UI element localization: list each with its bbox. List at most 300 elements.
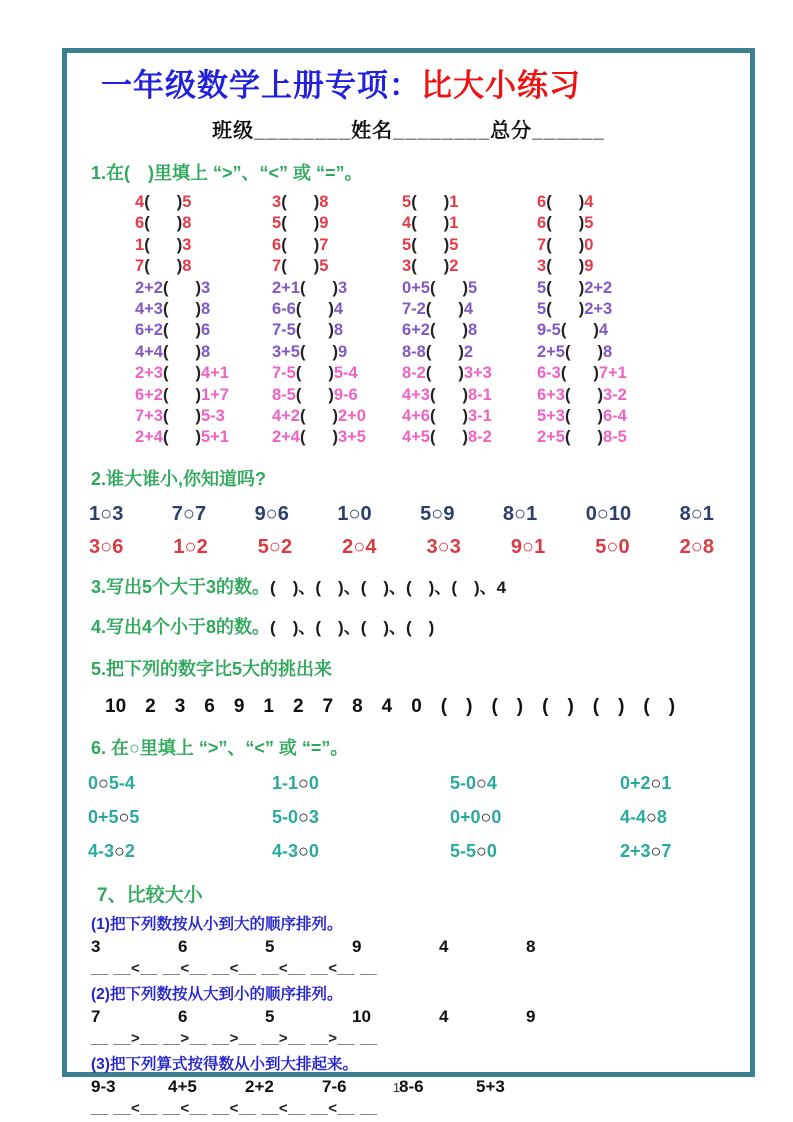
open-paren: ( xyxy=(430,278,436,297)
exercise-label: (2)把下列数按从大到小的顺序排列。 xyxy=(91,985,343,1003)
left-operand: 7-2 xyxy=(402,300,426,319)
compare-problem xyxy=(537,342,750,363)
close-paren: ) xyxy=(328,385,334,404)
compare-problem xyxy=(272,278,402,299)
number-token: 4+5 xyxy=(168,1076,197,1096)
left-operand: 4+6 xyxy=(402,407,430,426)
left-operand: 4+3 xyxy=(402,385,430,404)
left-expression: 4-3 xyxy=(272,840,299,861)
compare-problem xyxy=(537,385,750,406)
close-paren: ) xyxy=(458,300,464,319)
close-paren: ) xyxy=(176,257,183,276)
left-operand: 6 xyxy=(537,193,547,211)
left-operand: 4+2 xyxy=(272,407,300,426)
right-operand: 5 xyxy=(182,193,192,211)
circle-compare-item: 1○3 xyxy=(89,502,124,525)
right-operand: 1 xyxy=(449,193,459,211)
open-paren: ( xyxy=(300,428,306,447)
right-expression: 3 xyxy=(308,806,319,827)
circle-compare-item: 9○1 xyxy=(510,535,546,558)
open-paren: ( xyxy=(144,235,150,254)
left-expression: 2+3 xyxy=(620,840,651,861)
close-paren: ) xyxy=(195,428,201,447)
close-paren: ) xyxy=(332,428,338,447)
section5-number-line: 10 2 3 6 9 1 2 7 8 4 0 ( ) ( ) ( ) ( ) ( ) xyxy=(105,695,676,717)
circle-compare-item: 9○6 xyxy=(254,502,289,525)
circle-compare-item: 5○0 xyxy=(595,535,630,558)
compare-problem xyxy=(537,320,750,341)
right-operand: 8 xyxy=(468,321,478,340)
number-token: 2+2 xyxy=(245,1076,274,1096)
right-operand: 8 xyxy=(182,257,192,276)
right-expression: 0 xyxy=(308,840,319,861)
exercise-label: (1)把下列数按从小到大的顺序排列。 xyxy=(91,915,343,933)
number-token: 4 xyxy=(439,936,449,956)
open-paren: ( xyxy=(430,321,436,340)
circle-compare-problem xyxy=(88,773,272,794)
answer-circle: ○ xyxy=(118,806,130,827)
ordering-exercise xyxy=(91,983,750,1050)
right-operand: 8 xyxy=(319,193,329,211)
left-operand: 6-3 xyxy=(537,364,561,383)
right-operand: 1+7 xyxy=(201,385,229,404)
close-paren: ) xyxy=(462,407,468,426)
open-paren: ( xyxy=(565,342,571,361)
number-token: 5 xyxy=(265,1006,275,1026)
left-operand: 8-2 xyxy=(402,364,426,383)
close-paren: ) xyxy=(195,364,201,383)
close-paren: ) xyxy=(328,364,334,383)
compare-problem xyxy=(135,278,272,299)
compare-problem xyxy=(135,385,272,406)
circle-compare-problem xyxy=(450,773,620,794)
section1-heading: 1.在( )里填上 “>”、“<” 或 “=”。 xyxy=(91,163,363,183)
circle-compare-item: 5○2 xyxy=(257,535,293,558)
open-paren: ( xyxy=(295,364,302,383)
circle-compare-item: 8○1 xyxy=(502,502,538,525)
close-paren: ) xyxy=(313,214,320,233)
answer-circle: ○ xyxy=(298,840,309,861)
right-expression: 0 xyxy=(308,772,319,793)
right-operand: 3+5 xyxy=(338,428,366,447)
left-operand: 7-5 xyxy=(272,364,296,383)
answer-circle: ○ xyxy=(480,806,492,827)
left-operand: 2+5 xyxy=(537,428,565,447)
number-list xyxy=(91,936,750,958)
left-expression: 0+0 xyxy=(450,806,481,827)
left-operand: 6-6 xyxy=(272,300,296,319)
number-token: 3 xyxy=(91,936,101,956)
left-operand: 4 xyxy=(135,193,145,211)
close-paren: ) xyxy=(578,214,585,233)
right-operand: 7 xyxy=(319,235,329,254)
number-token: 6 xyxy=(178,1006,188,1026)
number-list xyxy=(91,1006,750,1028)
close-paren: ) xyxy=(593,364,599,383)
compare-problem xyxy=(272,342,402,363)
right-operand: 1 xyxy=(449,214,459,233)
left-operand: 7 xyxy=(135,257,145,276)
circle-compare-item: 2○8 xyxy=(679,535,714,558)
right-operand: 3-2 xyxy=(603,385,627,404)
open-paren: ( xyxy=(546,278,552,297)
right-expression: 0 xyxy=(486,840,497,861)
open-paren: ( xyxy=(163,278,169,297)
close-paren: ) xyxy=(328,321,334,340)
open-paren: ( xyxy=(425,342,432,361)
answer-blank-line: __ __>__ __>__ __>__ __>__ __>__ __ xyxy=(91,1029,378,1047)
compare-problem xyxy=(402,385,537,406)
right-expression: 5-4 xyxy=(108,772,135,793)
circle-compare-problem xyxy=(272,773,450,794)
number-token: 7-6 xyxy=(322,1076,347,1096)
circle-compare-problem xyxy=(272,841,450,862)
right-operand: 4 xyxy=(584,193,594,211)
open-paren: ( xyxy=(281,257,287,276)
open-paren: ( xyxy=(281,193,287,211)
number-token: 9 xyxy=(526,1006,536,1026)
open-paren: ( xyxy=(560,321,567,340)
right-operand: 8 xyxy=(603,342,613,361)
page-title xyxy=(101,67,750,105)
number-token: 9-3 xyxy=(91,1076,116,1096)
right-operand: 5 xyxy=(584,214,594,233)
close-paren: ) xyxy=(195,385,201,404)
compare-problem xyxy=(135,406,272,427)
answer-circle: ○ xyxy=(298,772,309,793)
ordering-exercise xyxy=(91,913,750,980)
left-operand: 5 xyxy=(272,214,282,233)
right-operand: 5 xyxy=(449,235,459,254)
compare-problem xyxy=(537,213,750,234)
right-operand: 8 xyxy=(333,321,344,340)
close-paren: ) xyxy=(195,278,201,297)
compare-problem xyxy=(272,406,402,427)
answer-circle: ○ xyxy=(98,772,109,793)
open-paren: ( xyxy=(163,385,169,404)
left-operand: 6+2 xyxy=(135,321,163,340)
close-paren: ) xyxy=(578,193,585,211)
right-operand: 8-1 xyxy=(468,385,492,404)
compare-problem xyxy=(272,320,402,341)
left-operand: 4+5 xyxy=(402,428,430,447)
left-operand: 5 xyxy=(537,278,547,297)
open-paren: ( xyxy=(411,235,417,254)
compare-problem xyxy=(272,427,402,448)
left-expression: 4-4 xyxy=(620,806,647,827)
right-operand: 8-5 xyxy=(603,428,627,447)
right-operand: 3 xyxy=(338,278,348,297)
compare-problem xyxy=(402,213,537,234)
left-operand: 6+2 xyxy=(402,321,430,340)
compare-problem xyxy=(272,385,402,406)
left-expression: 5-5 xyxy=(450,840,477,861)
page-number: 1 xyxy=(392,1080,401,1095)
close-paren: ) xyxy=(578,257,585,276)
compare-problem xyxy=(537,406,750,427)
left-operand: 7-5 xyxy=(272,321,296,340)
close-paren: ) xyxy=(195,407,201,426)
left-operand: 6 xyxy=(135,214,145,233)
left-expression: 5-0 xyxy=(450,772,477,793)
close-paren: ) xyxy=(332,342,338,361)
section6-problem-grid xyxy=(88,773,750,862)
left-operand: 2+4 xyxy=(135,428,163,447)
circle-compare-problem xyxy=(620,841,750,862)
close-paren: ) xyxy=(176,214,183,233)
open-paren: ( xyxy=(163,364,169,383)
open-paren: ( xyxy=(163,300,169,319)
right-expression: 0 xyxy=(491,806,502,827)
right-operand: 2 xyxy=(449,257,459,276)
left-operand: 5 xyxy=(402,235,412,254)
close-paren: ) xyxy=(313,235,320,254)
open-paren: ( xyxy=(546,235,552,254)
compare-problem xyxy=(402,427,537,448)
answer-circle: ○ xyxy=(646,806,657,827)
open-paren: ( xyxy=(565,407,571,426)
right-operand: 7+1 xyxy=(598,364,627,383)
answer-blank-line: __ __<__ __<__ __<__ __<__ __<__ __ xyxy=(91,1099,378,1117)
right-expression: 1 xyxy=(661,772,672,793)
compare-problem xyxy=(537,278,750,299)
left-operand: 3 xyxy=(402,257,412,276)
open-paren: ( xyxy=(546,300,552,319)
right-operand: 5+1 xyxy=(201,428,229,447)
open-paren: ( xyxy=(300,342,306,361)
answer-blank-line: __ __<__ __<__ __<__ __<__ __<__ __ xyxy=(91,959,378,977)
right-operand: 6 xyxy=(201,321,211,340)
left-expression: 4-3 xyxy=(88,840,115,861)
circle-compare-item: 3○3 xyxy=(426,535,461,558)
compare-problem xyxy=(537,427,750,448)
number-token: 8 xyxy=(526,936,536,956)
compare-problem xyxy=(272,235,402,256)
close-paren: ) xyxy=(593,321,599,340)
open-paren: ( xyxy=(546,257,552,276)
circle-compare-item: 1○2 xyxy=(173,535,208,558)
open-paren: ( xyxy=(144,193,150,211)
left-operand: 4+3 xyxy=(135,300,163,319)
left-operand: 6+3 xyxy=(537,385,565,404)
open-paren: ( xyxy=(281,235,287,254)
left-operand: 6 xyxy=(272,235,282,254)
open-paren: ( xyxy=(144,214,150,233)
open-paren: ( xyxy=(300,407,306,426)
section2-row2 xyxy=(89,536,714,559)
section3-heading: 3.写出5个大于3的数。 xyxy=(91,576,271,597)
circle-compare-problem xyxy=(450,841,620,862)
open-paren: ( xyxy=(560,364,567,383)
close-paren: ) xyxy=(597,407,603,426)
circle-compare-problem xyxy=(88,807,272,828)
answer-circle: ○ xyxy=(650,840,662,861)
left-operand: 1 xyxy=(135,235,145,254)
answer-circle: ○ xyxy=(476,772,487,793)
right-operand: 8 xyxy=(201,342,211,361)
open-paren: ( xyxy=(144,257,150,276)
left-expression: 1-1 xyxy=(272,772,299,793)
circle-compare-problem xyxy=(272,807,450,828)
close-paren: ) xyxy=(597,428,603,447)
open-paren: ( xyxy=(546,193,552,211)
student-info-line: 班级________姓名________总分______ xyxy=(212,120,605,142)
right-operand: 3+3 xyxy=(463,364,492,383)
section5-heading: 5.把下列的数字比5大的挑出来 xyxy=(91,658,333,679)
open-paren: ( xyxy=(281,214,287,233)
close-paren: ) xyxy=(462,428,468,447)
close-paren: ) xyxy=(462,385,468,404)
compare-problem xyxy=(272,363,402,384)
compare-problem xyxy=(402,342,537,363)
circle-compare-item: 7○7 xyxy=(171,502,207,525)
right-operand: 9 xyxy=(319,214,329,233)
left-operand: 4+4 xyxy=(135,342,163,361)
close-paren: ) xyxy=(458,364,464,383)
exercise-label: (3)把下列算式按得数从小到大排起来。 xyxy=(91,1055,358,1073)
number-token: 5+3 xyxy=(476,1076,505,1096)
section4-heading: 4.写出4个小于8的数。 xyxy=(91,616,271,637)
open-paren: ( xyxy=(411,193,417,211)
open-paren: ( xyxy=(295,321,302,340)
left-operand: 5 xyxy=(402,193,412,211)
compare-problem xyxy=(402,320,537,341)
left-operand: 7+3 xyxy=(135,407,163,426)
compare-problem xyxy=(402,256,537,277)
right-operand: 5 xyxy=(319,257,329,276)
close-paren: ) xyxy=(332,278,338,297)
left-expression: 0+5 xyxy=(88,806,119,827)
open-paren: ( xyxy=(295,385,302,404)
circle-compare-item: 3○6 xyxy=(89,535,124,558)
left-operand: 3 xyxy=(272,193,282,211)
left-operand: 3 xyxy=(537,257,547,276)
circle-compare-item: 8○1 xyxy=(679,502,714,525)
open-paren: ( xyxy=(295,300,302,319)
open-paren: ( xyxy=(565,385,571,404)
close-paren: ) xyxy=(458,342,464,361)
right-operand: 5-3 xyxy=(201,407,225,426)
right-operand: 4 xyxy=(598,321,609,340)
close-paren: ) xyxy=(195,342,201,361)
right-operand: 9 xyxy=(338,342,348,361)
compare-problem xyxy=(402,192,537,213)
left-operand: 2+3 xyxy=(135,364,163,383)
compare-problem xyxy=(272,299,402,320)
right-operand: 9-6 xyxy=(333,385,358,404)
right-operand: 5-4 xyxy=(333,364,358,383)
right-expression: 4 xyxy=(486,772,497,793)
section4-line xyxy=(91,613,750,639)
left-operand: 0+5 xyxy=(402,278,430,297)
right-operand: 3-1 xyxy=(468,407,492,426)
close-paren: ) xyxy=(176,235,183,254)
number-token: 8-6 xyxy=(399,1076,424,1096)
close-paren: ) xyxy=(443,193,450,211)
left-operand: 2+2 xyxy=(135,278,163,297)
circle-compare-item: 5○9 xyxy=(420,502,455,525)
circle-compare-problem xyxy=(620,773,750,794)
right-expression: 7 xyxy=(661,840,672,861)
close-paren: ) xyxy=(313,193,320,211)
compare-problem xyxy=(537,192,750,213)
compare-problem xyxy=(402,278,537,299)
compare-problem xyxy=(272,213,402,234)
right-operand: 4 xyxy=(333,300,344,319)
answer-circle: ○ xyxy=(298,806,309,827)
compare-problem xyxy=(135,320,272,341)
section7-heading: 7、比较大小 xyxy=(97,884,203,906)
close-paren: ) xyxy=(597,385,603,404)
number-token: 6 xyxy=(178,936,188,956)
close-paren: ) xyxy=(332,407,338,426)
circle-compare-item: 1○0 xyxy=(337,502,372,525)
close-paren: ) xyxy=(462,278,468,297)
open-paren: ( xyxy=(411,257,417,276)
right-operand: 2+0 xyxy=(338,407,366,426)
compare-problem xyxy=(135,213,272,234)
open-paren: ( xyxy=(163,407,169,426)
close-paren: ) xyxy=(313,257,320,276)
compare-problem xyxy=(402,235,537,256)
compare-problem xyxy=(272,192,402,213)
close-paren: ) xyxy=(578,235,585,254)
number-token: 5 xyxy=(265,936,275,956)
circle-compare-problem xyxy=(88,841,272,862)
right-operand: 3 xyxy=(182,235,192,254)
close-paren: ) xyxy=(443,214,450,233)
open-paren: ( xyxy=(430,407,436,426)
section2-heading: 2.谁大谁小,你知道吗? xyxy=(91,468,267,489)
compare-problem xyxy=(135,192,272,213)
left-operand: 4 xyxy=(402,214,412,233)
circle-compare-item: 2○4 xyxy=(342,535,377,558)
compare-problem xyxy=(135,256,272,277)
right-operand: 4+1 xyxy=(201,364,229,383)
answer-circle: ○ xyxy=(114,840,125,861)
left-operand: 2+4 xyxy=(272,428,300,447)
worksheet-frame xyxy=(62,48,755,1117)
open-paren: ( xyxy=(565,428,571,447)
right-operand: 6-4 xyxy=(603,407,627,426)
number-token: 7 xyxy=(91,1006,101,1026)
section3-answer-blanks: ( )、( )、( )、( )、( )、4 xyxy=(270,577,507,597)
right-operand: 0 xyxy=(584,235,594,254)
open-paren: ( xyxy=(430,428,436,447)
compare-problem xyxy=(402,299,537,320)
left-operand: 6+2 xyxy=(135,385,163,404)
title-part2: 比大小练习 xyxy=(421,68,581,103)
right-operand: 4 xyxy=(463,300,474,319)
answer-circle: ○ xyxy=(650,772,662,793)
left-operand: 8-8 xyxy=(402,342,426,361)
right-operand: 8 xyxy=(201,300,211,319)
section6-heading: 6. 在○里填上 “>”、“<” 或 “=”。 xyxy=(91,737,349,758)
open-paren: ( xyxy=(425,300,432,319)
compare-problem xyxy=(402,363,537,384)
number-token: 9 xyxy=(352,936,362,956)
right-operand: 2+2 xyxy=(584,278,613,297)
number-token: 10 xyxy=(352,1006,371,1026)
right-operand: 2+3 xyxy=(584,300,613,319)
close-paren: ) xyxy=(328,300,334,319)
compare-problem xyxy=(135,235,272,256)
section1-problem-grid xyxy=(135,192,750,449)
compare-problem xyxy=(135,342,272,363)
right-operand: 8 xyxy=(182,214,192,233)
left-operand: 9-5 xyxy=(537,321,561,340)
title-part1: 一年级数学上册专项： xyxy=(101,68,421,103)
